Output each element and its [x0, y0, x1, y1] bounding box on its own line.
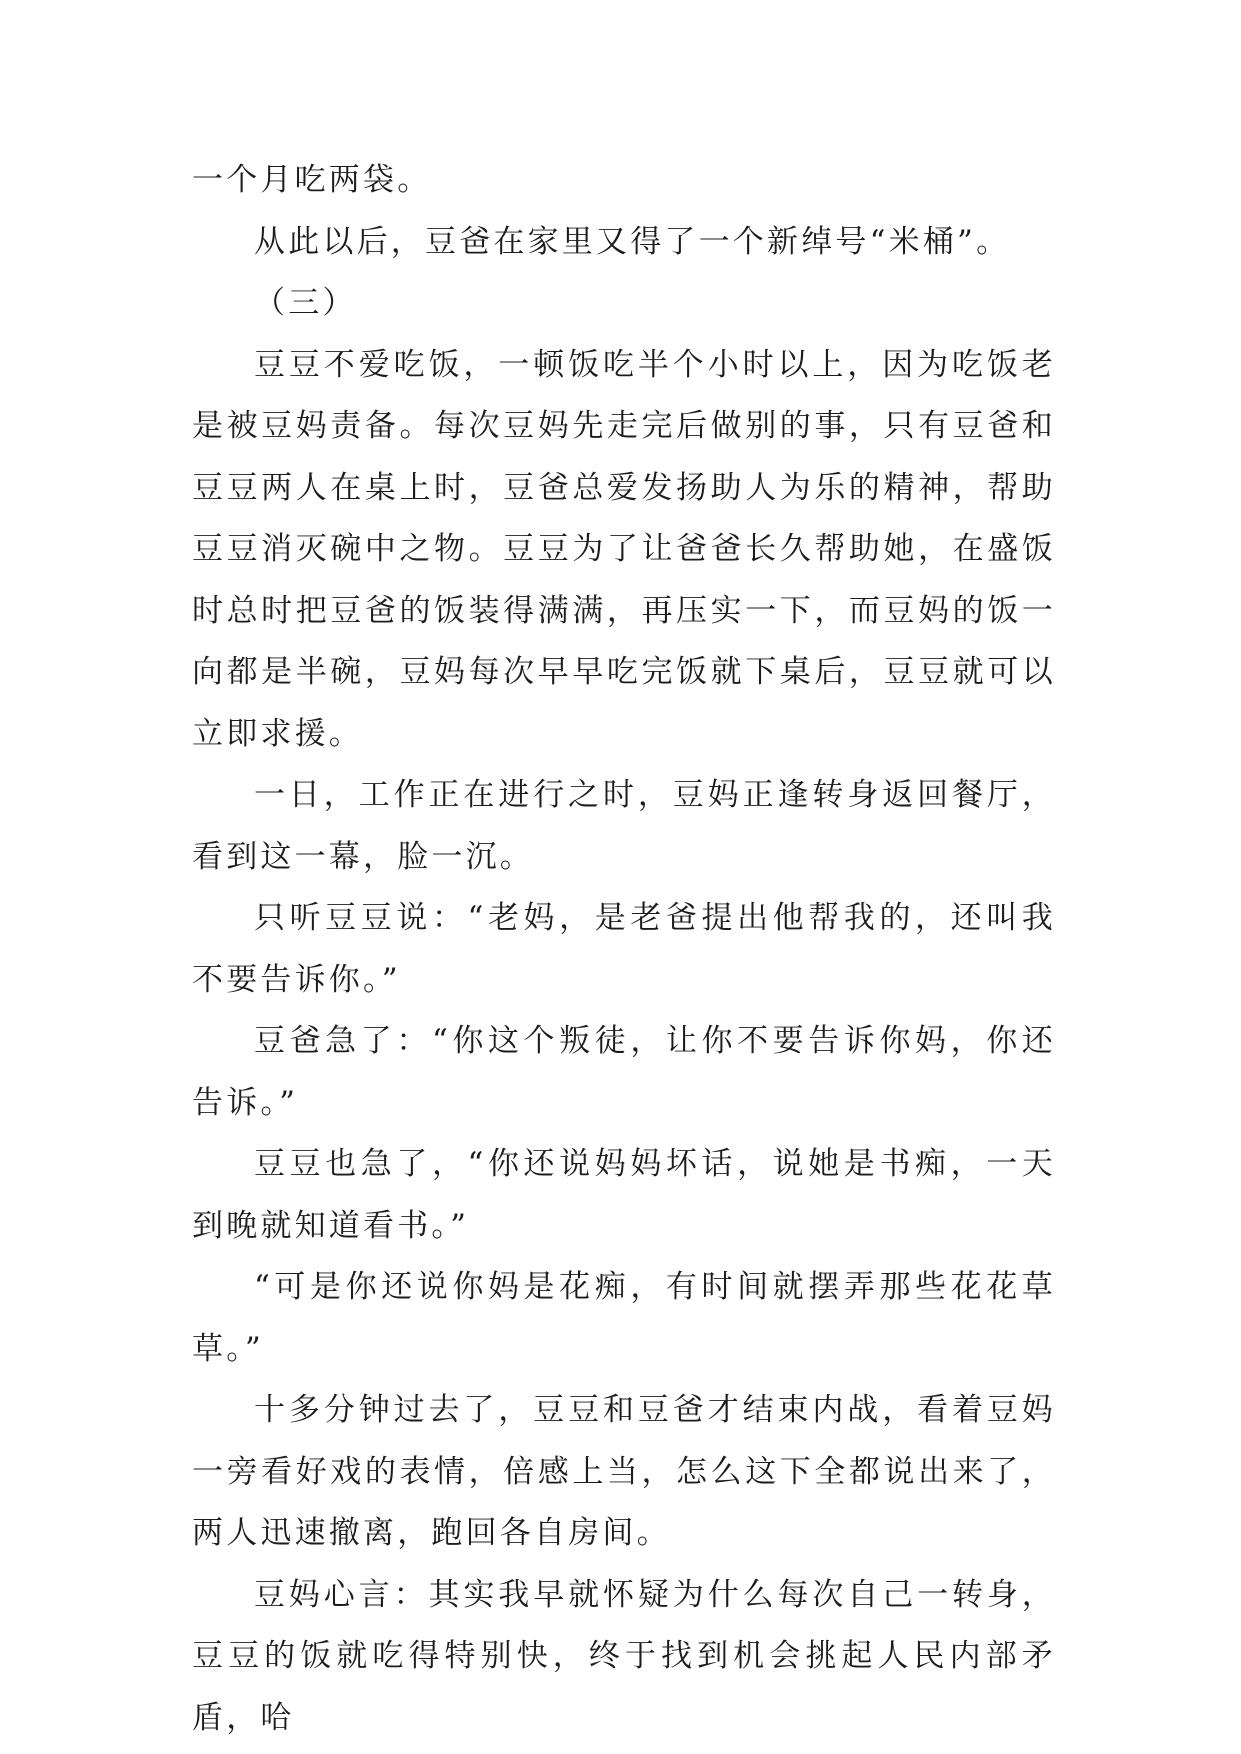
paragraph-3: 豆豆不爱吃饭，一顿饭吃半个小时以上，因为吃饭老是被豆妈责备。每次豆妈先走完后做别的事，只有豆爸和豆豆两人在桌上时，豆爸总爱发扬助人为乐的精神，帮助豆豆消灭碗中之物。豆豆为了让爸爸长久帮助她，在盛饭时总时把豆爸的饭装得满满，再压实一下，而豆妈的饭一向都是半碗，豆妈每次早早吃完饭就下桌后，豆豆就可以立即求援。	[192, 346, 1056, 752]
paragraph-8: “可是你还说你妈是花痴，有时间就摆弄那些花花草草。”	[192, 1269, 1056, 1367]
paragraph-4: 一日，工作正在进行之时，豆妈正逢转身返回餐厅，看到这一幕，脸一沉。	[192, 777, 1056, 875]
paragraph-9: 十多分钟过去了，豆豆和豆爸才结束内战，看着豆妈一旁看好戏的表情，倍感上当，怎么这下全都说出来了，两人迅速撤离，跑回各自房间。	[192, 1392, 1056, 1551]
paragraph-6: 豆爸急了：“你这个叛徒，让你不要告诉你妈，你还告诉。”	[192, 1023, 1056, 1121]
paragraph-7: 豆豆也急了，“你还说妈妈坏话，说她是书痴，一天到晚就知道看书。”	[192, 1146, 1056, 1244]
paragraph-2: 从此以后，豆爸在家里又得了一个新绰号“米桶”。	[254, 223, 1011, 260]
paragraph-1: 一个月吃两袋。	[192, 162, 432, 198]
paragraph-10: 豆妈心言：其实我早就怀疑为什么每次自己一转身，豆豆的饭就吃得特别快，终于找到机会挑起人民内部矛盾，哈	[192, 1576, 1056, 1736]
paragraph-5: 只听豆豆说：“老妈，是老爸提出他帮我的，还叫我不要告诉你。”	[192, 900, 1056, 998]
section-heading: （三）	[254, 285, 357, 321]
document-body	[192, 150, 1056, 1749]
